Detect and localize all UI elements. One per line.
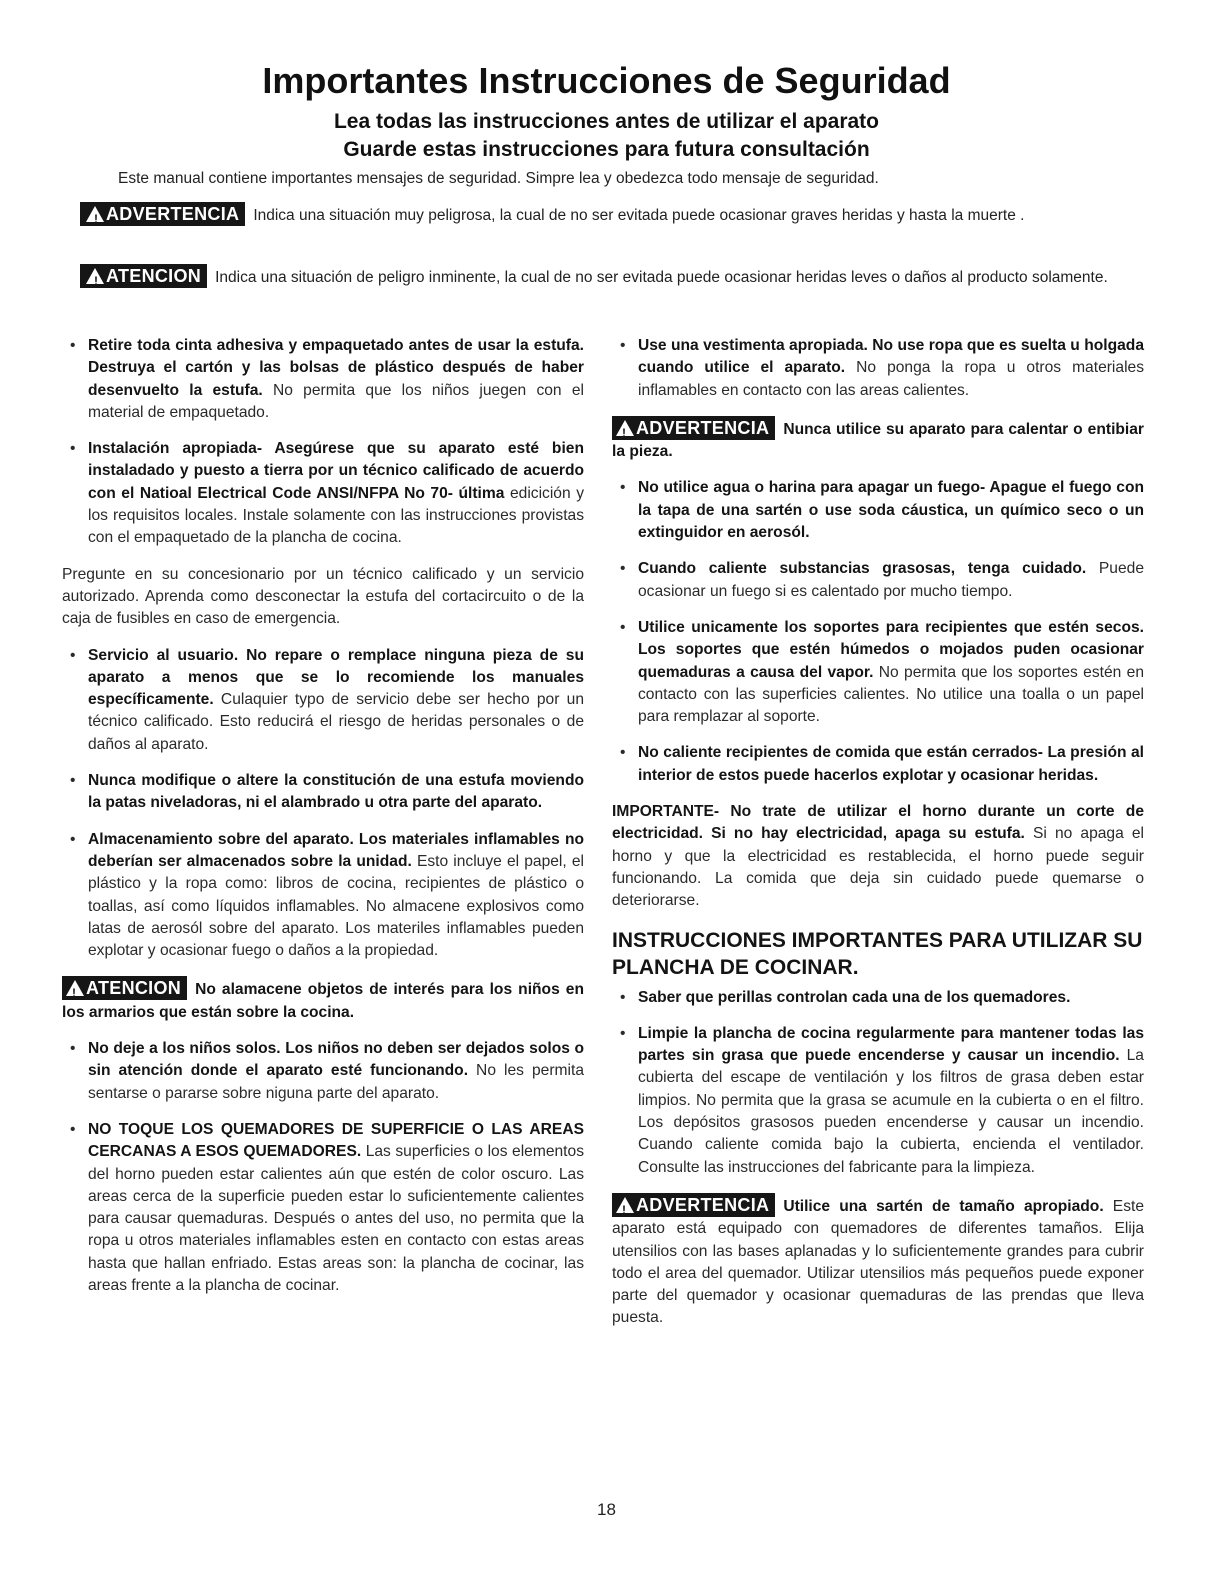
warning-badge: !ADVERTENCIA (612, 1193, 775, 1217)
list-item: • No caliente recipientes de comida que están cerrados- La presión al interior de estos puede hacerlos explotar y ocasionar heridas. (612, 742, 1144, 787)
warning-triangle-icon (616, 420, 634, 436)
list-item: • Servicio al usuario. No repare o remplace ninguna pieza de su aparato a menos que se lo recomiende los manuales específicamente. Culaquier typo de servicio debe ser hecho por un técnico calificado. Esto reducirá el riesgo de heridas personales o de daños al aparato. (62, 645, 584, 756)
list-item: • Cuando caliente substancias grasosas, tenga cuidado. Puede ocasionar un fuego si es calentado por mucho tiempo. (612, 558, 1144, 603)
list-item: • Nunca modifique o altere la constitución de una estufa moviendo la patas niveladoras, ni el alambrado u otra parte del aparato. (62, 770, 584, 815)
warning-badge: !ADVERTENCIA (80, 202, 245, 226)
list-item: • No utilice agua o harina para apagar un fuego- Apague el fuego con la tapa de una sartén o use soda cáustica, un químico seco o un extinguidor en aerosól. (612, 477, 1144, 544)
warning-triangle-icon (86, 268, 104, 284)
caution-badge: !ATENCION (80, 264, 207, 288)
definition-advertencia: !ADVERTENCIA Indica una situación muy peligrosa, la cual de no ser evitada puede ocasionar graves heridas y hasta la muerte . (78, 202, 1138, 226)
list-item: • Utilice unicamente los soportes para recipientes que estén secos. Los soportes que estén húmedos o mojados puden ocasionar quemaduras a causa del vapor. No permita que los soportes estén en contacto con las superficies calientes. No utilice una toalla o un papel para remplazar al soporte. (612, 617, 1144, 728)
intro-text: Este manual contiene importantes mensajes de seguridad. Simpre lea y obedezca todo mensaje de seguridad. (118, 170, 879, 187)
paragraph: Pregunte en su concesionario por un técnico calificado y un servicio autorizado. Aprenda como desconectar la estufa del cortacircuito o de la caja de fusibles en caso de emergencia. (62, 565, 584, 628)
section-heading: INSTRUCCIONES IMPORTANTES PARA UTILIZAR SU PLANCHA DE COCINAR. (612, 928, 1143, 979)
list-item: • Limpie la plancha de cocina regularmente para mantener todas las partes sin grasa que puede encenderse y causar un incendio. La cubierta del escape de ventilación y los filtros de grasa deben estar limpios. No permita que la grasa se acumule en la cubierta o en el filtro. Los depósitos grasosos pueden encenderse y causar un incendio. Cuando caliente comida bajo la cubierta, encienda el ventilador. Consulte las instrucciones del fabricante para la limpieza. (612, 1023, 1144, 1179)
subtitle-keep: Guarde estas instrucciones para futura consultación (343, 138, 870, 161)
list-item: • Use una vestimenta apropiada. No use ropa que es suelta u holgada cuando utilice el aparato. No ponga la ropa u otros materiales inflamables en contacto con las areas calientes. (612, 335, 1144, 402)
warning-badge: !ADVERTENCIA (612, 416, 775, 440)
page-number: 18 (597, 1500, 616, 1519)
list-item: • Instalación apropiada- Asegúrese que su aparato esté bien instaladado y puesto a tierra por un técnico calificado de acuerdo con el Natioal Electrical Code ANSI/NFPA No 70- última edicición y los requisitos locales. Instale solamente con las instrucciones provistas con el empaquetado de la plancha de cocina. (62, 438, 584, 549)
caution-badge: !ATENCION (62, 976, 187, 1000)
page-title: Importantes Instrucciones de Seguridad (262, 60, 951, 101)
definition-atencion: !ATENCION Indica una situación de peligro inminente, la cual de no ser evitada puede ocasionar heridas leves o daños al producto solamente. (78, 264, 1138, 288)
list-item: • No deje a los niños solos. Los niños no deben ser dejados solos o sin atención donde el aparato esté funcionando. No les permita sentarse o pararse sobre niguna parte del aparato. (62, 1038, 584, 1105)
list-item: • NO TOQUE LOS QUEMADORES DE SUPERFICIE O LAS AREAS CERCANAS A ESOS QUEMADORES. Las superficies o los elementos del horno pueden estar calientes aún que estén de color oscuro. Las areas cerca de la superficie pueden estar lo suficientemente calientes para causar quemaduras. Después o antes del uso, no permita que la ropa u otros materiales inflamables esten en contacto con estas areas hasta que hallan enfriado. Estas areas son: la plancha de cocinar, las areas frente a la plancha de cocinar. (62, 1119, 584, 1297)
right-column (612, 335, 1144, 1344)
warning-note: !ADVERTENCIA Utilice una sartén de tamaño apropiado. Este aparato está equipado con quemadores de diferentes tamaños. Elija utensilios con las bases aplanadas y lo suficientemente grandes para cubrir todo el area del quemador. Utilizar utensilios más pequeños puede exponer parte del quemador y ocasionar quemaduras de las prendas que lleva puesta. (612, 1193, 1144, 1330)
warning-note: !ADVERTENCIA Nunca utilice su aparato para calentar o entibiar la pieza. (612, 416, 1144, 464)
warning-triangle-icon (616, 1197, 634, 1213)
warning-triangle-icon (86, 206, 104, 222)
important-paragraph: IMPORTANTE- No trate de utilizar el horno durante un corte de electricidad. Si no hay electricidad, apaga su estufa. Si no apaga el horno y que la electricidad es restablecida, el horno puede seguir funcionando. La comida que deja sin cuidado puede quemarse o deteriorarse. (612, 803, 1144, 910)
left-column (62, 335, 584, 1311)
warning-triangle-icon (66, 980, 84, 996)
list-item: • Saber que perillas controlan cada una de los quemadores. (612, 987, 1144, 1009)
list-item: • Almacenamiento sobre del aparato. Los materiales inflamables no deberían ser almacenados sobre la unidad. Esto incluye el papel, el plástico y la ropa como: libros de cocina, recipientes de plástico o toallas, así como líquidos inflamables. No almacene explosivos como latas de aerosól sobre del aparato. Los materiles inflamables pueden explotar y ocasionar fuego o daños a la propiedad. (62, 829, 584, 963)
list-item: • Retire toda cinta adhesiva y empaquetado antes de usar la estufa. Destruya el cartón y las bolsas de plástico después de haber desenvuelto la estufa. No permita que los niños juegen con el material de empaquetado. (62, 335, 584, 424)
caution-note: !ATENCION No alamacene objetos de interés para los niños en los armarios que están sobre la cocina. (62, 976, 584, 1024)
subtitle-read: Lea todas las instrucciones antes de utilizar el aparato (333, 110, 879, 133)
